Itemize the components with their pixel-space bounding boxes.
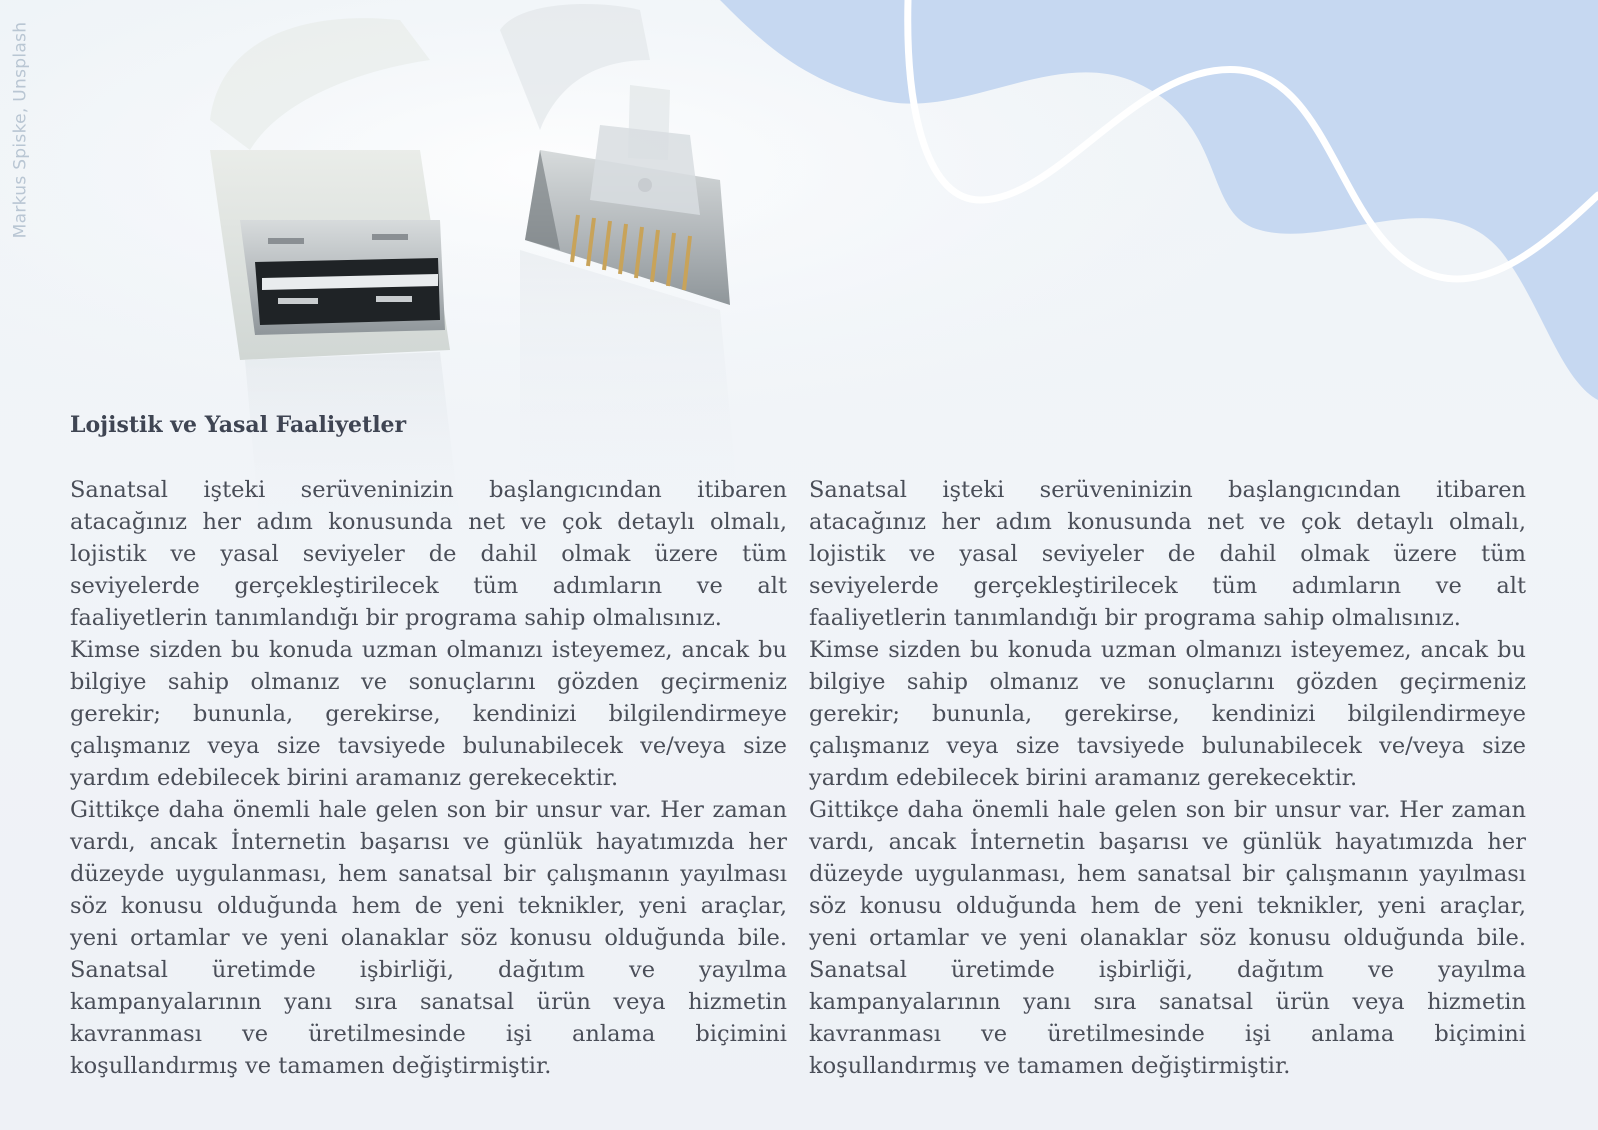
- paragraph: Sanatsal işteki serüveninizin başlangıcından itibaren atacağınız her adım konusunda net ve çok detaylı olmalı, lojistik ve yasal seviyeler de dahil olmak üzere tüm seviyelerde gerçekleştirilecek tüm adımların ve alt faaliyetlerin tanımlandığı bir programa sahip olmalısınız.: [70, 477, 787, 631]
- usb-connector: [210, 150, 450, 360]
- text-columns: [70, 474, 1526, 1082]
- section-title: Lojistik ve Yasal Faaliyetler: [70, 412, 407, 438]
- text-column-left: [70, 474, 787, 1082]
- photo-credit: [0, 0, 40, 260]
- paragraph: Kimse sizden bu konuda uzman olmanızı isteyemez, ancak bu bilgiye sahip olmanız ve sonuçlarını gözden geçirmeniz gerekir; bununla, gerekirse, kendinizi bilgilendirmeye çalışmanız veya size tavsiyede bulunabilecek ve/veya size yardım edebilecek birini aramanız gerekecektir.: [809, 637, 1526, 791]
- paragraph: Kimse sizden bu konuda uzman olmanızı isteyemez, ancak bu bilgiye sahip olmanız ve sonuçlarını gözden geçirmeniz gerekir; bununla, gerekirse, kendinizi bilgilendirmeye çalışmanız veya size tavsiyede bulunabilecek ve/veya size yardım edebilecek birini aramanız gerekecektir.: [70, 637, 787, 791]
- paragraph: Gittikçe daha önemli hale gelen son bir unsur var. Her zaman vardı, ancak İnternetin başarısı ve günlük hayatımızda her düzeyde uygulanması, hem sanatsal bir çalışmanın yayılması söz konusu olduğunda hem de yeni teknikler, yeni araçlar, yeni ortamlar ve yeni olanaklar söz konusu olduğunda bile. Sanatsal üretimde işbirliği, dağıtım ve yayılma kampanyalarının yanı sıra sanatsal ürün veya hizmetin kavranması ve üretilmesinde işi anlama biçimini koşullandırmış ve tamamen değiştirmiştir.: [809, 797, 1526, 1079]
- text-column-right: [809, 474, 1526, 1082]
- article: [70, 410, 1526, 1082]
- paragraph: Gittikçe daha önemli hale gelen son bir unsur var. Her zaman vardı, ancak İnternetin başarısı ve günlük hayatımızda her düzeyde uygulanması, hem sanatsal bir çalışmanın yayılması söz konusu olduğunda hem de yeni teknikler, yeni araçlar, yeni ortamlar ve yeni olanaklar söz konusu olduğunda bile. Sanatsal üretimde işbirliği, dağıtım ve yayılma kampanyalarının yanı sıra sanatsal ürün veya hizmetin kavranması ve üretilmesinde işi anlama biçimini koşullandırmış ve tamamen değiştirmiştir.: [70, 797, 787, 1079]
- photo-credit-text: Markus Spiske, Unsplash: [10, 21, 31, 239]
- paragraph: Sanatsal işteki serüveninizin başlangıcından itibaren atacağınız her adım konusunda net ve çok detaylı olmalı, lojistik ve yasal seviyeler de dahil olmak üzere tüm seviyelerde gerçekleştirilecek tüm adımların ve alt faaliyetlerin tanımlandığı bir programa sahip olmalısınız.: [809, 477, 1526, 631]
